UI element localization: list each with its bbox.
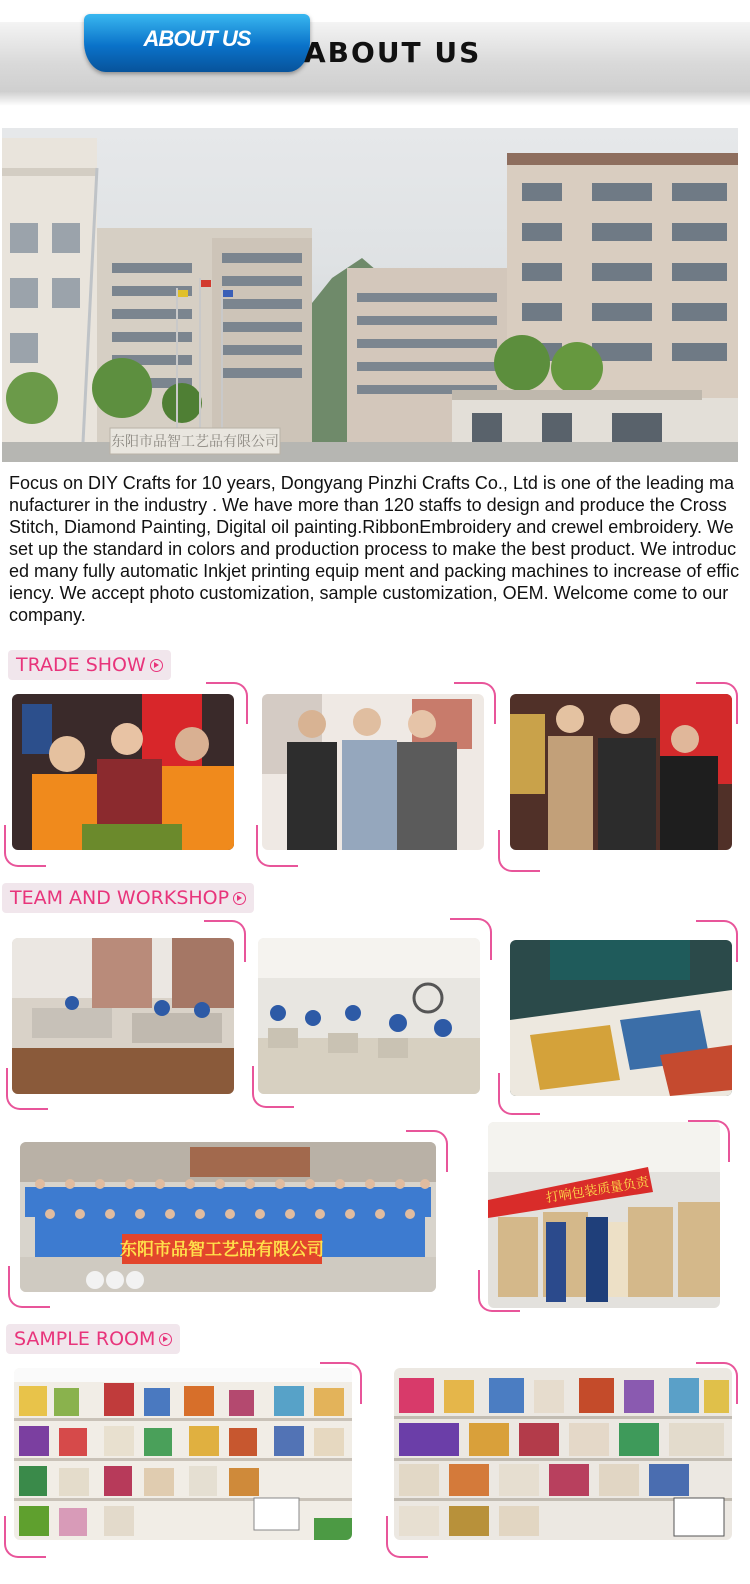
workshop-photo [258, 938, 480, 1094]
section-label-text: TRADE SHOW [16, 654, 146, 676]
about-us-tab-label: ABOUT US [143, 26, 251, 51]
factory-sign-text: 东阳市品智工艺品有限公司 [111, 434, 279, 450]
circle-arrow-icon [159, 1333, 172, 1346]
trade-show-photo-1 [12, 694, 234, 850]
header-shadow [0, 92, 750, 106]
printing-photo [510, 940, 732, 1096]
team-group-photo [20, 1142, 436, 1292]
team-banner-text: 东阳市品智工艺品有限公司 [120, 1240, 324, 1260]
section-label-text: SAMPLE ROOM [14, 1328, 156, 1350]
trade-show-photo-3 [510, 694, 732, 850]
section-label-team-workshop[interactable] [2, 883, 254, 913]
office-photo [12, 938, 234, 1094]
circle-arrow-icon [150, 659, 163, 672]
page-title: ABOUT US [304, 36, 482, 69]
warehouse-banner-text: 打响包装质量负责 [544, 1174, 650, 1207]
sample-room-photo-2 [394, 1368, 732, 1540]
section-label-text: TEAM AND WORKSHOP [10, 887, 230, 909]
trade-show-photo-2 [262, 694, 484, 850]
factory-photo [2, 128, 738, 462]
warehouse-photo [488, 1122, 720, 1308]
sample-room-photo-1 [14, 1368, 352, 1540]
company-intro: Focus on DIY Crafts for 10 years, Dongyang Pinzhi Crafts Co., Ltd is one of the leading manufacturer in the industry . We have more than 120 staffs to design and produce the Cross Stitch, Diamond Painting, Digital oil painting.RibbonEmbroidery and crewel embroidery. We set up the standard in colors and production process to make the best product. We introduced many fully automatic Inkjet printing equip ment and packing machines to increase of efficiency. We accept photo customization, sample customization, OEM. Welcome come to our company. [9, 473, 740, 625]
section-label-trade-show[interactable] [8, 650, 171, 680]
circle-arrow-icon [233, 892, 246, 905]
section-label-sample-room[interactable] [6, 1324, 180, 1354]
